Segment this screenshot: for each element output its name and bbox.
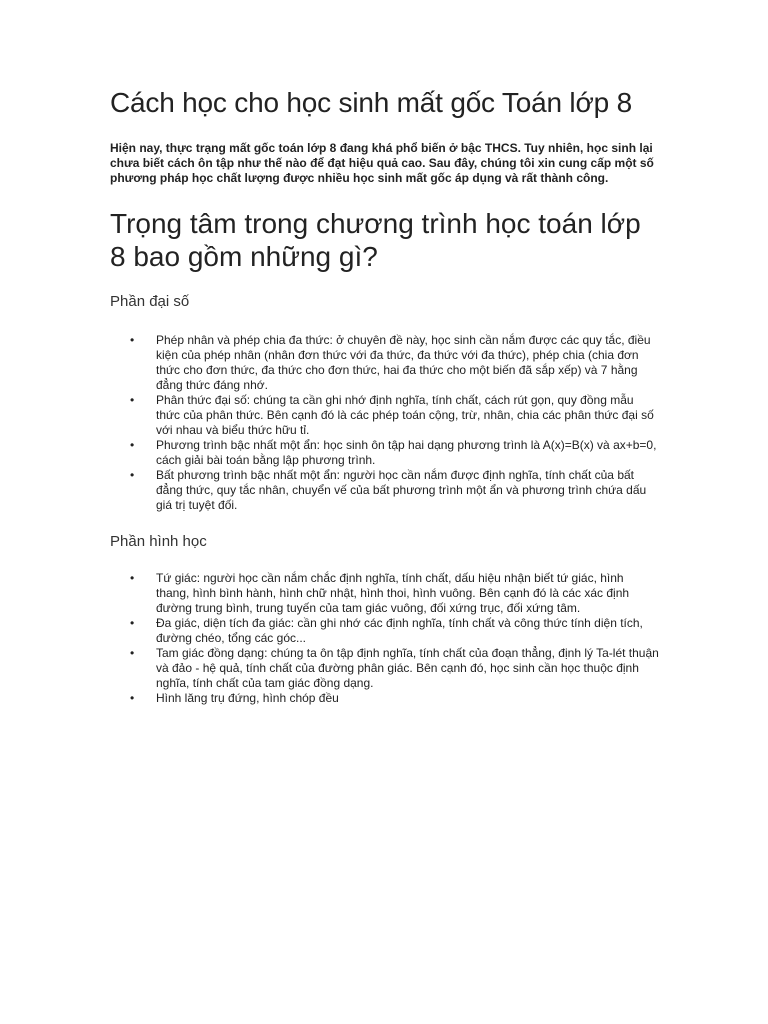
article-content — [110, 86, 662, 706]
bullet-icon: • — [130, 646, 135, 660]
bullet-icon: • — [130, 571, 135, 585]
algebra-heading: Phần đại số — [110, 293, 190, 310]
section-heading: Trọng tâm trong chương trình học toán lớp 8 bao gồm những gì? — [110, 208, 641, 272]
list-item-text: Đa giác, diện tích đa giác: cần ghi nhớ các định nghĩa, tính chất và công thức tính diện tích, đường chéo, tổng các góc... — [156, 616, 643, 645]
list-item — [110, 468, 660, 513]
list-item-text: Hình lăng trụ đứng, hình chóp đều — [156, 691, 339, 705]
list-item — [110, 616, 660, 646]
list-item — [110, 646, 660, 691]
geometry-list — [110, 571, 662, 706]
list-item-text: Bất phương trình bậc nhất một ẩn: người học cần nắm được định nghĩa, tính chất của bất đẳng thức, quy tắc nhân, chuyển vế của bất phương trình một ẩn và phương trình chứa dấu giá trị tuyệt đối. — [156, 468, 647, 512]
list-item — [110, 571, 660, 616]
list-item — [110, 333, 660, 393]
list-item — [110, 393, 660, 438]
list-item — [110, 438, 660, 468]
list-item-text: Tứ giác: người học cần nắm chắc định nghĩa, tính chất, dấu hiệu nhận biết tứ giác, hình thang, hình bình hành, hình chữ nhật, hình thoi, hình vuông. Bên cạnh đó là các xác định đường trung bình, trung tuyến của tam giác vuông, đối xứng trục, đối xứng tâm. — [156, 571, 630, 615]
bullet-icon: • — [130, 616, 135, 630]
list-item-text: Phân thức đại số: chúng ta cần ghi nhớ định nghĩa, tính chất, cách rút gọn, quy đồng mẫu thức của phân thức. Bên cạnh đó là các phép toán cộng, trừ, nhân, chia các phân thức đại số với nhau và biểu thức hữu tỉ. — [156, 393, 654, 437]
bullet-icon: • — [130, 438, 135, 452]
list-item-text: Phép nhân và phép chia đa thức: ở chuyên đề này, học sinh cần nắm được các quy tắc, điều kiện của phép nhân (nhân đơn thức với đa thức, đa thức với đa thức), phép chia (chia đơn thức cho đơn thức, đa thức cho đơn thức, hai đa thức cho một biến đã sắp xếp) và 7 hằng đẳng thức đáng nhớ. — [156, 333, 651, 392]
list-item-text: Phương trình bậc nhất một ẩn: học sinh ôn tập hai dạng phương trình là A(x)=B(x) và ax+b=0, cách giải bài toán bằng lập phương trình. — [156, 438, 657, 467]
intro-paragraph: Hiện nay, thực trạng mất gốc toán lớp 8 đang khá phổ biến ở bậc THCS. Tuy nhiên, học sinh lại chưa biết cách ôn tập như thế nào để đạt hiệu quả cao. Sau đây, chúng tôi xin cung cấp một số phương pháp học chất lượng được nhiều học sinh mất gốc áp dụng và rất thành công. — [110, 141, 654, 185]
bullet-icon: • — [130, 468, 135, 482]
article-title: Cách học cho học sinh mất gốc Toán lớp 8 — [110, 87, 632, 118]
bullet-icon: • — [130, 691, 135, 705]
bullet-icon: • — [130, 393, 135, 407]
algebra-list — [110, 333, 662, 513]
list-item-text: Tam giác đồng dạng: chúng ta ôn tập định nghĩa, tính chất của đoạn thẳng, định lý Ta-lét thuận và đảo - hệ quả, tính chất của đường phân giác. Bên cạnh đó, học sinh cần học thuộc định nghĩa, tính chất của tam giác đồng dạng. — [156, 646, 659, 690]
list-item — [110, 691, 660, 706]
bullet-icon: • — [130, 333, 135, 347]
geometry-heading: Phần hình học — [110, 533, 207, 550]
